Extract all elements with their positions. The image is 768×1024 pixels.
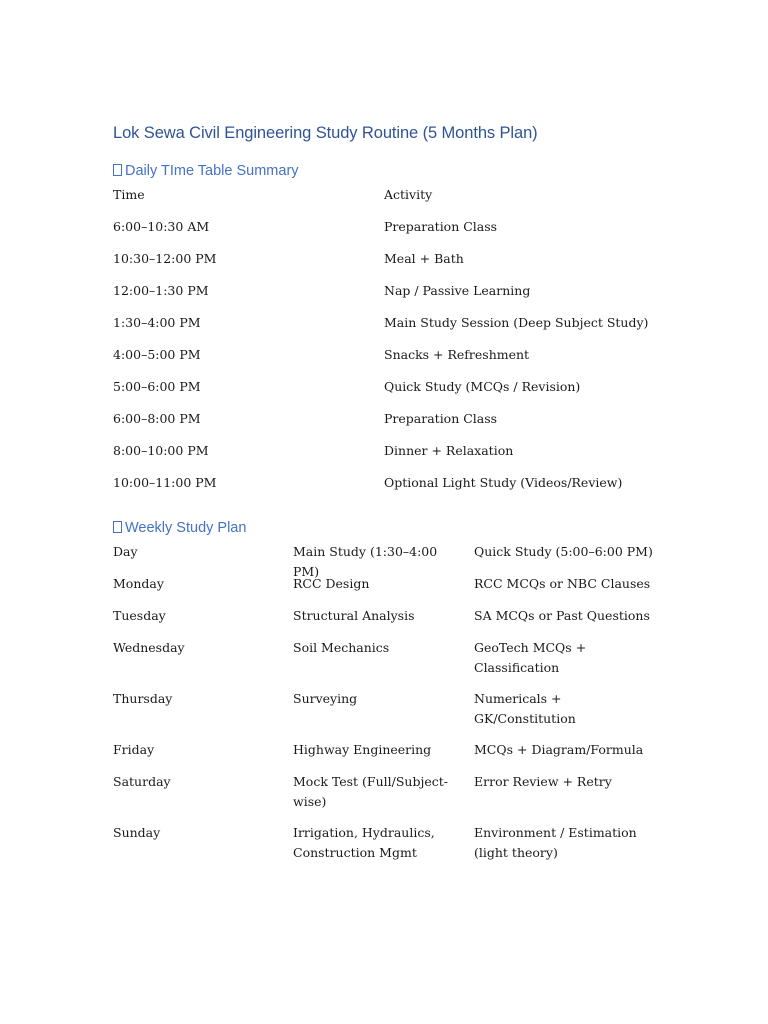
daily-header-activity: Activity (384, 187, 433, 202)
daily-activity-cell: Dinner + Relaxation (384, 443, 514, 458)
daily-time-cell: 10:00–11:00 PM (113, 475, 217, 490)
daily-activity-cell: Snacks + Refreshment (384, 347, 530, 362)
weekly-day-cell: Thursday (113, 691, 173, 706)
weekly-main-cell: Structural Analysis (293, 608, 415, 623)
weekly-main-cell: RCC Design (293, 576, 370, 591)
weekly-quick-cell: RCC MCQs or NBC Clauses (474, 576, 651, 591)
weekly-day-cell: Monday (113, 576, 164, 591)
weekly-header-quick-study: Quick Study (5:00–6:00 PM) (474, 544, 653, 559)
daily-header-time: Time (113, 187, 145, 202)
weekly-heading-text: Weekly Study Plan (125, 520, 247, 536)
daily-time-cell: 4:00–5:00 PM (113, 347, 201, 362)
weekly-header-day: Day (113, 544, 138, 559)
weekly-quick-cell: Numericals + GK/Constitution (474, 691, 576, 726)
daily-activity-cell: Meal + Bath (384, 251, 464, 266)
daily-time-cell: 8:00–10:00 PM (113, 443, 209, 458)
weekly-quick-cell: SA MCQs or Past Questions (474, 608, 650, 623)
daily-activity-cell: Nap / Passive Learning (384, 283, 531, 298)
weekly-section-heading (113, 520, 246, 536)
missing-glyph-icon (113, 521, 122, 533)
daily-time-cell: 6:00–8:00 PM (113, 411, 201, 426)
daily-time-cell: 12:00–1:30 PM (113, 283, 209, 298)
weekly-day-cell: Tuesday (113, 608, 166, 623)
daily-activity-cell: Preparation Class (384, 411, 498, 426)
weekly-day-cell: Wednesday (113, 640, 185, 655)
weekly-main-cell: Mock Test (Full/Subject-wise) (293, 774, 448, 809)
daily-time-cell: 5:00–6:00 PM (113, 379, 201, 394)
daily-time-cell: 6:00–10:30 AM (113, 219, 210, 234)
weekly-day-cell: Saturday (113, 774, 171, 789)
missing-glyph-icon (113, 164, 122, 176)
weekly-main-cell: Surveying (293, 691, 358, 706)
weekly-main-cell: Highway Engineering (293, 742, 432, 757)
weekly-quick-cell: GeoTech MCQs + Classification (474, 640, 587, 675)
weekly-main-cell: Soil Mechanics (293, 640, 390, 655)
daily-heading-text: Daily TIme Table Summary (125, 163, 299, 179)
daily-section-heading (113, 163, 299, 179)
document-title: Lok Sewa Civil Engineering Study Routine (5 Months Plan) (113, 124, 538, 142)
daily-time-cell: 10:30–12:00 PM (113, 251, 217, 266)
weekly-quick-cell: MCQs + Diagram/Formula (474, 742, 644, 757)
weekly-main-cell: Irrigation, Hydraulics, Construction Mgmt (293, 825, 435, 860)
daily-time-cell: 1:30–4:00 PM (113, 315, 201, 330)
daily-activity-cell: Main Study Session (Deep Subject Study) (384, 315, 649, 330)
weekly-quick-cell: Environment / Estimation (light theory) (474, 825, 637, 860)
weekly-day-cell: Friday (113, 742, 155, 757)
weekly-quick-cell: Error Review + Retry (474, 774, 612, 789)
weekly-header-main-study: Main Study (1:30–4:00 PM) (293, 544, 438, 579)
daily-activity-cell: Preparation Class (384, 219, 498, 234)
daily-activity-cell: Quick Study (MCQs / Revision) (384, 379, 581, 394)
daily-activity-cell: Optional Light Study (Videos/Review) (384, 475, 623, 490)
weekly-day-cell: Sunday (113, 825, 161, 840)
